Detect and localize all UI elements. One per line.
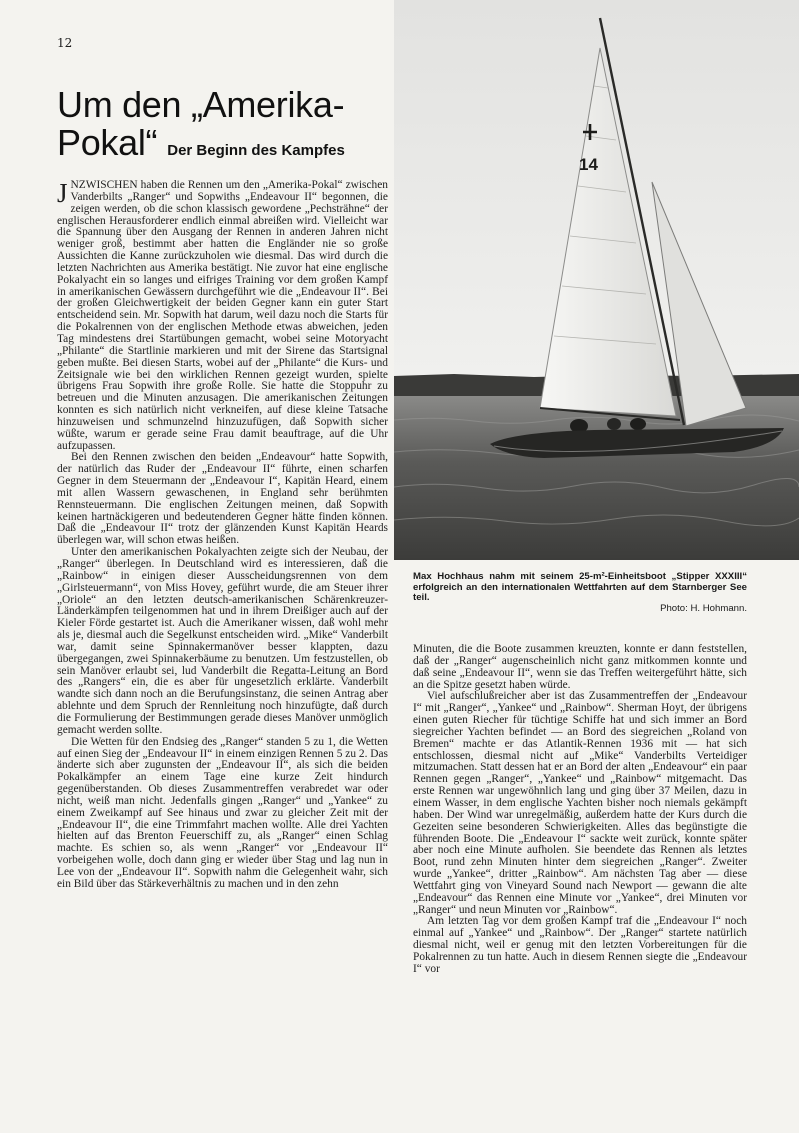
- water: [394, 396, 799, 560]
- drop-cap: J: [57, 178, 68, 208]
- paragraph: Minuten, die die Boote zusammen kreuzten, konnte er dann feststellen, daß der „Ranger“ augenscheinlich nicht ganz mitkommen konnte und daß seine „Endeavour II“, wenn sie das Treffen weitergeführt hätte, sich an die Spitze gesetzt haben würde.: [413, 643, 747, 691]
- crew-member: [607, 418, 621, 430]
- article-title: [57, 86, 387, 170]
- sailboat-photo: [394, 0, 799, 560]
- photo-caption: [413, 572, 747, 614]
- article-subtitle: Der Beginn des Kampfes: [167, 142, 345, 159]
- right-column: [413, 644, 747, 976]
- paragraph: Viel aufschlußreicher aber ist das Zusammentreffen der „Endeavour I“ mit „Ranger“, „Yankee“ und „Rainbow“. Sherman Hoyt, der übrigens einen guten Riecher für tüchtige Schiffe hat und sich immer an Bord siegreicher Yachten befindet — an Bord des siegreichen „Roland von Bremen“ machte er das Atlantik-Rennen 1936 mit — hat sich entschlossen, diesmal nicht auf „Mike“ Vanderbilts Verteidiger mitzumachen. Statt dessen hat er an Bord der alten „Endeavour“ ein paar Rennen gegen „Ranger“, „Yankee“ und „Rainbow“ mitgemacht. Das erste Rennen war ungewöhnlich lang und ging über 37 Meilen, dazu in einem Wasser, in dem englische Yachten bisher noch niemals gekämpft haben. Der Wind war unregelmäßig, außerdem hatte der Kurs durch die Gezeiten seine besonderen Schwierigkeiten. Alles das begünstigte die führenden Boote. Die „Endeavour I“ sackte weit zurück, konnte später aber noch eine Minute aufholen. Sie beendete das Rennen als letztes Boot, rund zehn Minuten hinter dem siegreichen „Ranger“. Zweiter wurde „Yankee“, dritter „Rainbow“. Am nächsten Tag aber — diese Wettfahrt ging von Vineyard Sound nach Newport — gewann die alte „Endeavour“ das Rennen eine Minute vor „Yankee“, drei Minuten vor „Ranger“ und neun Minuten vor „Rainbow“.: [413, 690, 747, 916]
- paragraph: Unter den amerikanischen Pokalyachten zeigte sich der Neubau, der „Ranger“ überlegen. In Deutschland wird es interessieren, daß die „Rainbow“ in einigen dieser Ausscheidungsrennen von dem „Girlsteuermann“, von Miss Hovey, geführt wurde, die am Steuer ihrer „Oriole“ an den letzten deutsch-amerikanischen Schärenkreuzer-Länderkämpfen teilgenommen hat und in ihrem Dreißiger auch auf der Kieler Förde gestartet ist. Auch die Amerikaner wissen, daß wohl mehr als je, diesmal auch die Segelkunst entscheiden wird. „Mike“ Vanderbilt war, damit seine Spinnakermanöver besser klappten, dazu übergegangen, zwei Spinnakerbäume zu benutzen. Um festzustellen, ob sein Manöver erlaubt sei, lud Vanderbilt die Regatta-Leitung an Bord des „Rangers“ ein, die es aber für ungesetzlich erklärte. Vanderbilt wandte sich dann noch an die Berufungsinstanz, die seinen Antrag aber ablehnte und dem Spruch der Rennleitung noch hinzufügte, daß durch die Formulierung der Bestimmungen gerade dieses Manöver unmöglich gemacht werden sollte.: [57, 546, 388, 736]
- sailboat-illustration: [394, 0, 799, 560]
- caption-text: Max Hochhaus nahm mit seinem 25-m²-Einheitsboot „Stipper XXXIII“ erfolgreich an den internationalen Wettfahrten auf dem Starnberger See teil.: [413, 571, 747, 604]
- paragraph: Bei den Rennen zwischen den beiden „Endeavour“ hatte Sopwith, der natürlich das Ruder der „Endeavour II“ führte, einen scharfen Gegner in dem Steuermann der „Endeavour I“, Kapitän Heard, einem mit allen Wassern gewaschenen, in England sehr berühmten Rennsteuermann. Die englischen Zeitungen meinen, daß Sopwith keinen hartnäckigeren und bedeutenderen Gegner hätte finden können. Daß die „Endeavour II“ trotz der glänzenden Kunst Kapitän Heards überlegen war, will schon etwas heißen.: [57, 451, 388, 547]
- paragraph: Am letzten Tag vor dem großen Kampf traf die „Endeavour I“ noch einmal auf „Yankee“ und „Rainbow“. Der „Ranger“ startete natürlich diesmal nicht, weil er genug mit den letzten Vorbereitungen für die Pokalrennen zu tun hatte. Auch in diesem Rennen siegte die „Endeavour I“ vor: [413, 915, 747, 975]
- paragraph: [57, 180, 388, 452]
- left-column: [57, 180, 388, 891]
- page-number: 12: [57, 36, 73, 50]
- sail-number: 14: [579, 155, 598, 174]
- photo-credit: Photo: H. Hohmann.: [660, 602, 747, 614]
- crew-member: [630, 418, 646, 430]
- title-text: Um den „Amerika-Pokal“: [57, 84, 345, 163]
- paragraph-text: NZWISCHEN haben die Rennen um den „Amerika-Pokal“ zwischen Vanderbilts „Ranger“ und Sopwiths „Endeavour II“ begonnen, die zeigen werden, ob die schon klassisch gewordene „Pechsträhne“ der englischen Herausforderer endlich einmal abreißen wird. Vielleicht war die Spannung über den Ausgang der Rennen in anderen Jahren nicht weniger groß, bestimmt aber hatten die Engländer nie so große Aussichten die Kanne zurückzuholen wie diesmal. Das wird durch die letzten Nachrichten aus Amerika bestätigt. Nie zuvor hat eine englische Pokalyacht ein so langes und eifriges Training vor dem großen Kampf in amerikanischen Gewässern durchgeführt wie die „Endeavour II“. Bei der großen Gleichwertigkeit der beiden Gegner kann ein guter Start entscheidend sein. Mr. Sopwith hat darum, weil dazu noch die Starts für die Pokalrennen von der englischen Methode etwas abweichen, jeden Tag mindestens drei Startübungen gemacht, wobei seine Motoryacht „Philante“ die Startlinie markieren und mit der Sirene das Startsignal geben mußte. Bei diesen Starts, wobei auf der „Philante“ die Kurs- und Zeitsignale wie bei den wirklichen Rennen gezeigt wurden, spielte übrigens Frau Sopwith ihre große Rolle. Sie hatte die Stoppuhr zu betreuen und die Minuten anzusagen. Die amerikanischen Zeitungen konnten es sich natürlich nicht verkneifen, auf diese kleine Tatsache hinzuweisen und schmunzelnd hinzuzufügen, daß Sopwith sicher wüßte, warum er gerade seine Frau damit beauftrage, auf die Uhr aufzupassen.: [57, 179, 388, 452]
- paragraph: Die Wetten für den Endsieg des „Ranger“ standen 5 zu 1, die Wetten auf einen Sieg der „Endeavour II“ in einem einzigen Rennen 5 zu 2. Das änderte sich aber zugunsten der „Endeavour II“, als sich die beiden Pokalkämpfer an einem Tage eine kurze Zeit hindurch gegenüberstanden. Ob dieses Zusammentreffen verabredet war oder nicht, weiß man nicht. Jedenfalls gingen „Ranger“ und „Yankee“ zu einem Zweikampf auf See hinaus und zwar zu gleicher Zeit mit der „Endeavour II“, die eine Trimmfahrt machen wollte. Alle drei Yachten hielten auf das Brenton Feuerschiff zu, als „Ranger“ einen Schlag machte. Es schien so, als wenn „Ranger“ vor „Endeavour II“ vorbeigehen wolle, doch dann ging er wieder über Stag und lag nun in Lee von der „Endeavour II“. Sopwith nahm die Gelegenheit wahr, sich ein Bild über das Stärkeverhältnis zu machen und in den zehn: [57, 735, 388, 890]
